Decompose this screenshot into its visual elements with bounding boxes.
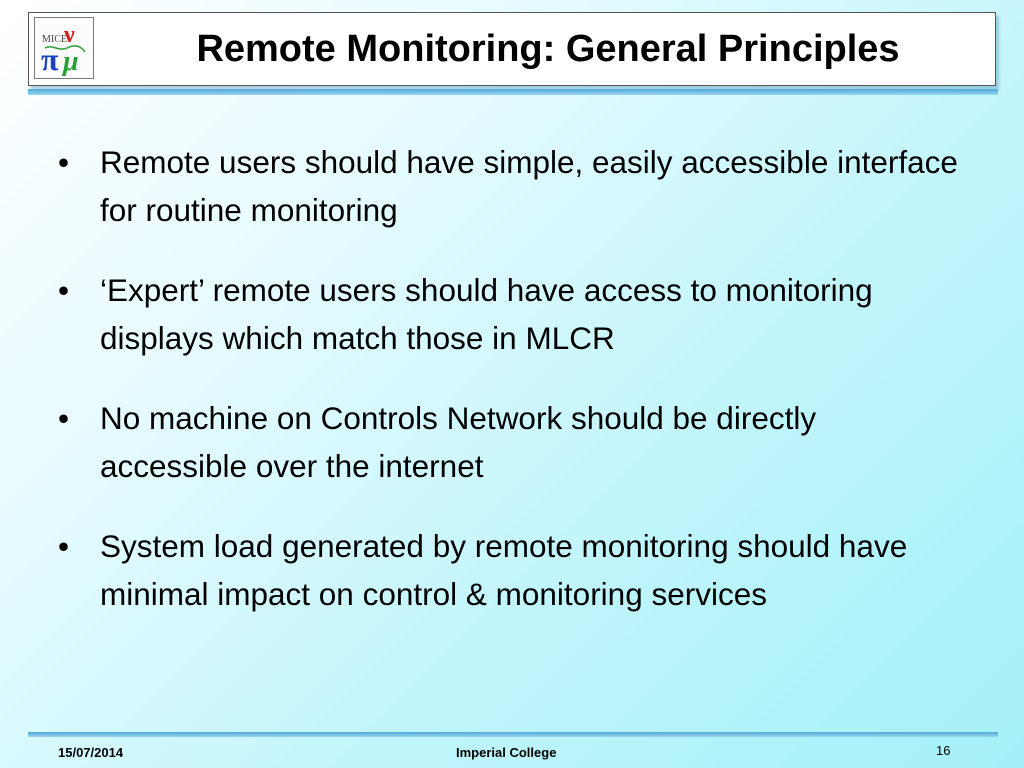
page-number: 16 — [936, 743, 951, 758]
slide-title: Remote Monitoring: General Principles — [196, 28, 900, 70]
svg-text:μ: μ — [63, 46, 79, 77]
bullet-icon: • — [58, 144, 70, 180]
bullet-text: ‘Expert’ remote users should have access to monitoring displays which match those in MLCR — [100, 272, 873, 356]
title-underline — [28, 89, 998, 95]
footer-institution: Imperial College — [456, 745, 557, 760]
bullet-icon: • — [58, 528, 70, 564]
svg-text:π: π — [41, 41, 59, 77]
bullet-text: Remote users should have simple, easily accessible interface for routine monitoring — [100, 144, 958, 228]
bullet-text: No machine on Controls Network should be directly accessible over the internet — [100, 400, 817, 484]
bullet-text: System load generated by remote monitoring should have minimal impact on control & monitoring services — [100, 528, 908, 612]
svg-text:MICE: MICE — [42, 34, 67, 45]
footer-divider — [28, 732, 998, 737]
bullet-list — [58, 138, 968, 650]
bullet-item — [58, 138, 968, 234]
bullet-icon: • — [58, 272, 70, 308]
bullet-item — [58, 266, 968, 362]
mice-logo-icon — [34, 17, 94, 79]
bullet-item — [58, 522, 968, 618]
bullet-item — [58, 394, 968, 490]
svg-text:ν: ν — [64, 22, 75, 48]
bullet-icon: • — [58, 400, 70, 436]
footer-date: 15/07/2014 — [58, 745, 124, 760]
